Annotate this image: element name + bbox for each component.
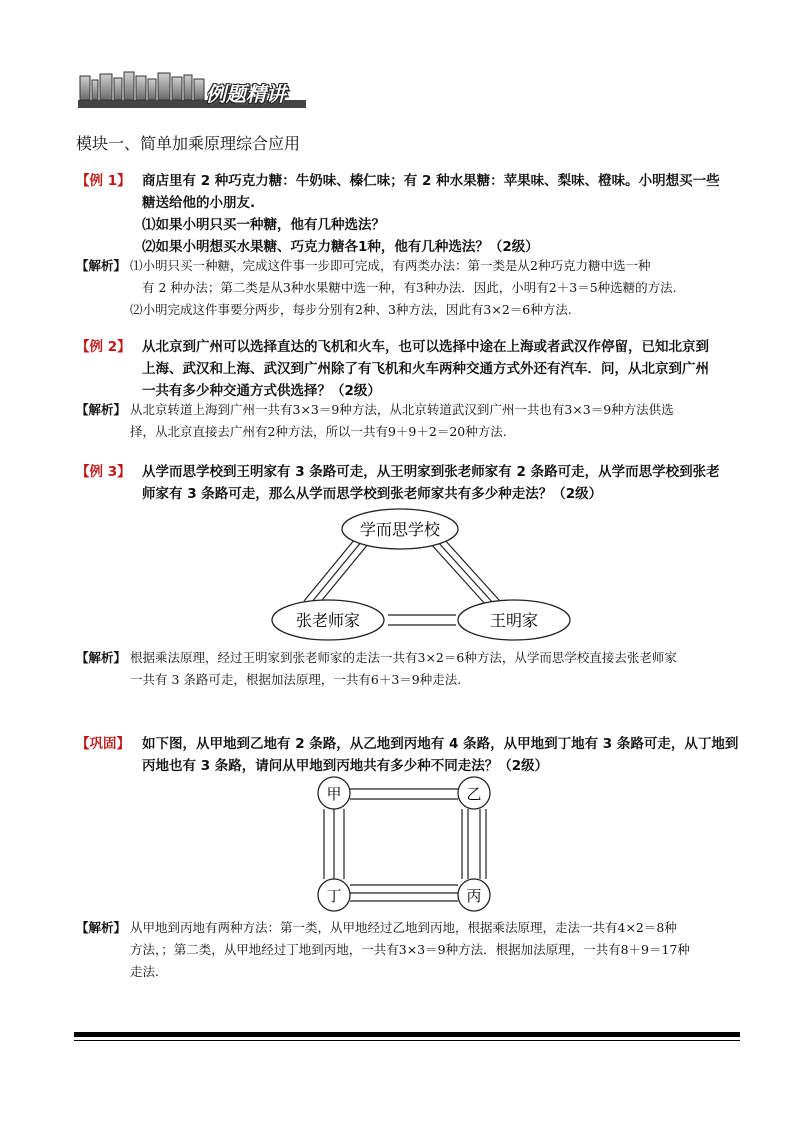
consolidation-question: 如下图，从甲地到乙地有 2 条路，从乙地到丙地有 4 条路，从甲地到丁地有 3 条路可走，从丁地到 丙地也有 3 条路，请问从甲地到丙地共有多少种不同走法？（2级）	[142, 736, 739, 774]
module-title: 模块一、简单加乘原理综合应用	[76, 134, 301, 153]
consolidation-answer: 从甲地到丙地有两种方法：第一类，从甲地经过乙地到丙地，根据乘法原理，走法一共有4×2＝8种 方法，；第二类，从甲地经过丁地到丙地，一共有3×3＝9种方法．根据加法原理，一共有8＋9＝17种 走法.	[130, 920, 690, 979]
footer-rule-thin	[74, 1040, 740, 1041]
consolidation-answer-tag: 【解析】	[76, 920, 127, 935]
node-ding-label: 丁	[326, 887, 342, 905]
route-diagram-square	[300, 775, 510, 915]
example-3-question: 从学而思学校到王明家有 3 条路可走，从王明家到张老师家有 2 条路可走，从学而思学校到张老 师家有 3 条路可走，那么从学而思学校到张老师家共有多少种走法？（2级）	[142, 464, 720, 502]
example-3-answer-tag: 【解析】	[76, 650, 127, 665]
example-3-tag: 【例 3】	[76, 464, 131, 480]
footer-rule-thick	[74, 1032, 740, 1037]
node-yi-label: 乙	[466, 785, 482, 803]
node-wang-label: 王明家	[489, 611, 539, 630]
example-1-answer: ⑴小明只买一种糖，完成这件事一步即可完成，有两类办法：第一类是从2种巧克力糖中选一种 有 2 种办法；第二类是从3种水果糖中选一种，有3种办法．因此，小明有2＋3＝5种选糖的方法. ⑵小明完成这件事要分两步，每步分别有2种、3种方法，因此有3×2＝6种方法.	[130, 258, 677, 317]
node-teacher-label: 张老师家	[295, 611, 361, 630]
example-2-answer: 从北京转道上海到广州一共有3×3＝9种方法，从北京转道武汉到广州一共也有3×3＝9种方法供选 择，从北京直接去广州有2种方法，所以一共有9＋9＋2＝20种方法.	[130, 402, 674, 439]
example-2-question: 从北京到广州可以选择直达的飞机和火车，也可以选择中途在上海或者武汉作停留，已知北京到 上海、武汉和上海、武汉到广州除了有飞机和火车两种交通方式外还有汽车．问，从北京到广州 一共有多少种交通方式供选择？（2级）	[142, 339, 709, 399]
section-title: 例题精讲	[206, 82, 286, 106]
node-jia-label: 甲	[326, 785, 342, 803]
node-school-label: 学而思学校	[359, 520, 441, 539]
node-bing-label: 丙	[466, 887, 482, 905]
example-2-tag: 【例 2】	[76, 339, 131, 355]
example-3-answer: 根据乘法原理，经过王明家到张老师家的走法一共有3×2＝6种方法，从学而思学校直接去张老师家 一共有 3 条路可走，根据加法原理，一共有6＋3＝9种走法.	[130, 650, 677, 687]
example-1-answer-tag: 【解析】	[76, 258, 127, 273]
route-diagram-triangle	[260, 505, 580, 645]
example-1-question: 商店里有 2 种巧克力糖：牛奶味、榛仁味；有 2 种水果糖：苹果味、梨味、橙味。小明想买一些 糖送给他的小朋友. ⑴如果小明只买一种糖，他有几种选法？ ⑵如果小明想买水果糖、巧克力糖各1种，他有几种选法？（2级）	[142, 173, 720, 255]
example-1-tag: 【例 1】	[76, 173, 131, 189]
consolidation-tag: 【巩固】	[76, 736, 130, 752]
example-2-answer-tag: 【解析】	[76, 402, 127, 417]
